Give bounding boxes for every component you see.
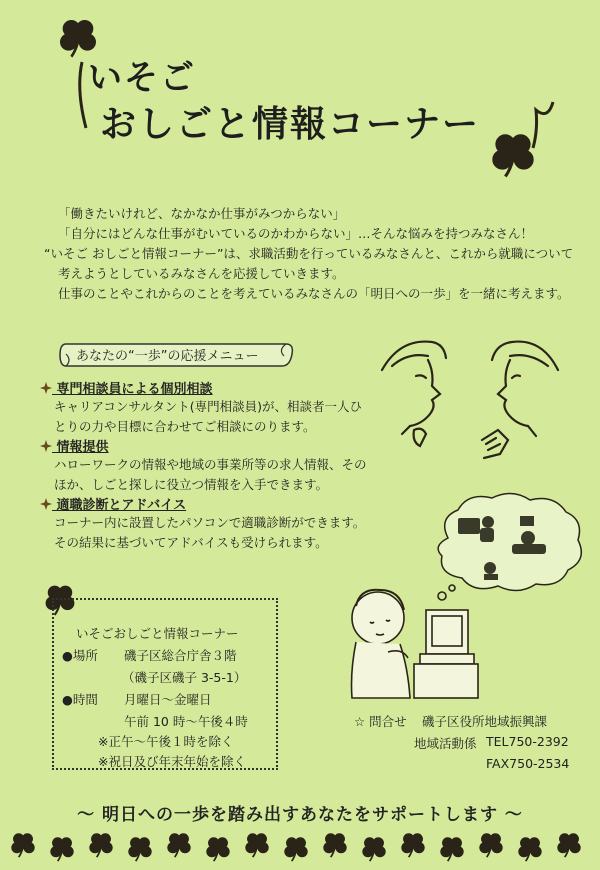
clover-icon [556, 832, 582, 858]
clover-icon [283, 836, 309, 862]
contact-tel: TEL750-2392 [486, 734, 569, 749]
menu-item-line: ハローワークの情報や地域の事業所等の求人情報、その [54, 457, 367, 472]
page-title-line2: おしごと情報コーナー [100, 104, 481, 145]
star-icon [40, 440, 52, 452]
menu-item-line: その結果に基づいてアドバイスも受けられます。 [54, 535, 328, 550]
menu-item [40, 494, 370, 553]
intro-text [44, 204, 574, 304]
menu-banner-label: あなたの“一歩”の応援メニュー [76, 349, 259, 364]
clover-icon [205, 836, 231, 862]
intro-line: 「働きたいけれど、なかなか仕事がみつからない」 [58, 206, 346, 221]
info-name: いそごおしごと情報コーナー [76, 626, 239, 641]
clover-icon [517, 836, 543, 862]
clover-border [10, 832, 590, 862]
menu-item-line: コーナー内に設置したパソコンで適職診断ができます。 [54, 515, 366, 530]
time-label: ●時間 [62, 692, 98, 707]
clover-icon [10, 832, 36, 858]
place-value: 磯子区総合庁舎３階 [124, 648, 237, 663]
contact-section: 地域活動係 [414, 736, 477, 751]
clover-icon [400, 832, 426, 858]
intro-line: 考えようとしているみなさんを応援していきます。 [58, 266, 345, 281]
note-lunch: ※正午～午後１時を除く [98, 734, 234, 749]
menu-banner [58, 340, 288, 368]
intro-line: “いそご おしごと情報コーナー”は、求職活動を行っているみなさんと、これから就職について [44, 246, 574, 261]
star-icon [40, 498, 52, 510]
clover-icon [244, 832, 270, 858]
contact-fax: FAX750-2534 [486, 756, 570, 771]
menu-item-heading: 専門相談員による個別相談 [56, 382, 213, 397]
menu-item [40, 378, 370, 437]
clover-icon [439, 836, 465, 862]
clover-icon [166, 832, 192, 858]
person-at-computer-illustration [330, 582, 480, 700]
clover-icon [127, 836, 153, 862]
menu-item-line: とりの力や目標に合わせてご相談にのります。 [54, 419, 316, 434]
menu-item-line: ほか、しごと探しに役立つ情報を入手できます。 [54, 477, 329, 492]
clover-icon [49, 836, 75, 862]
info-box [52, 598, 278, 770]
menu-item [40, 436, 370, 495]
contact-label: ☆ 問合せ [354, 714, 407, 729]
tagline: ～ 明日への一歩を踏み出すあなたをサポートします ～ [77, 805, 523, 825]
place-label: ●場所 [62, 648, 98, 663]
menu-item-line: キャリアコンサルタント(専門相談員)が、相談者一人ひ [54, 399, 363, 414]
star-icon [40, 382, 52, 394]
stem-decoration-icon [528, 100, 558, 150]
contact-office: 磯子区役所地域振興課 [422, 714, 548, 729]
clover-icon [478, 832, 504, 858]
intro-line: 仕事のことやこれからのことを考えているみなさんの「明日への一歩」を一緒に考えます。 [58, 286, 570, 301]
time-days: 月曜日～金曜日 [124, 692, 212, 707]
menu-item-heading: 適職診断とアドバイス [56, 498, 187, 513]
intro-line: 「自分にはどんな仕事がむいているのかわからない」…そんな悩みを持つみなさん！ [58, 226, 534, 241]
clover-icon [361, 836, 387, 862]
menu-item-heading: 情報提供 [56, 440, 109, 455]
place-address: （磯子区磯子 3-5-1） [122, 670, 247, 685]
clover-icon [88, 832, 114, 858]
time-hours: 午前 10 時～午後４時 [124, 714, 248, 729]
two-faces-illustration [370, 330, 570, 480]
note-holidays: ※祝日及び年末年始を除く [98, 754, 246, 769]
page-title-line1: いそご [88, 58, 196, 98]
clover-icon [322, 832, 348, 858]
